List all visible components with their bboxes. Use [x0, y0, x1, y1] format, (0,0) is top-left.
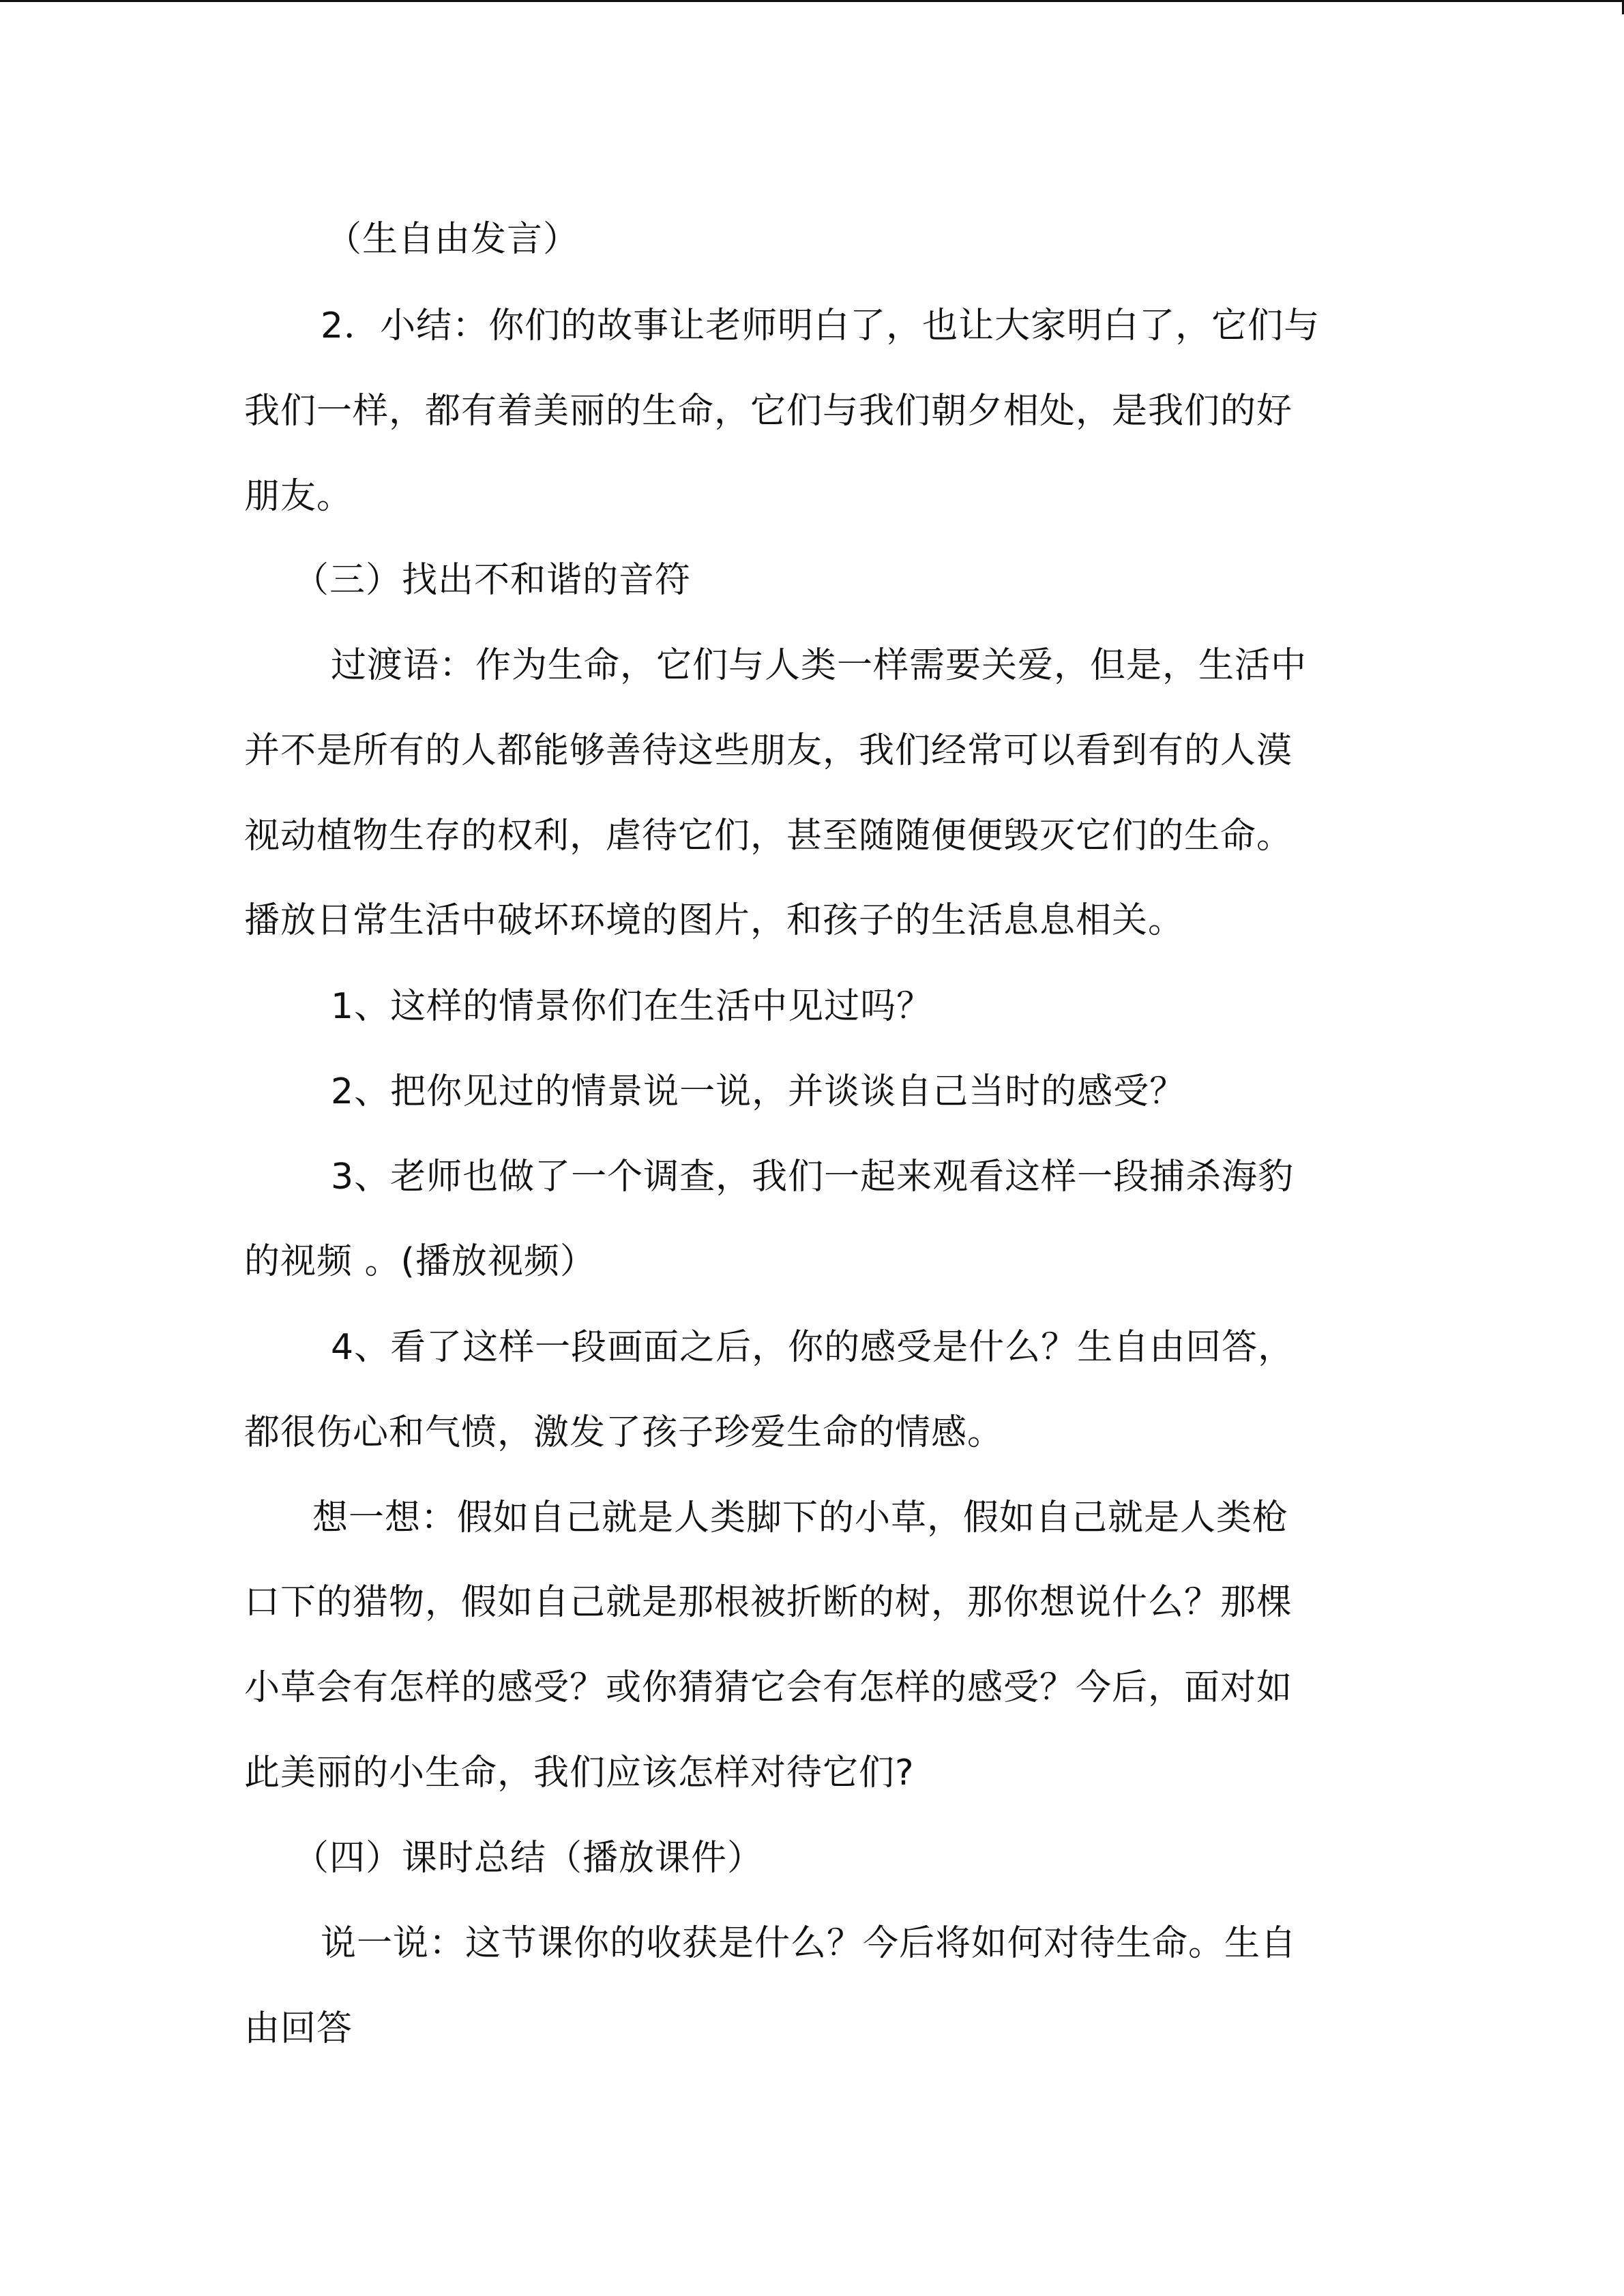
paragraph-line-think-3: 小草会有怎样的感受？或你猜猜它会有怎样的感受？今后，面对如: [244, 1667, 1293, 1708]
paragraph-line-think-2: 口下的猎物，假如自己就是那根被折断的树，那你想说什么？那棵: [244, 1582, 1293, 1623]
paragraph-line-think-1: 想一想：假如自己就是人类脚下的小草，假如自己就是人类枪: [312, 1497, 1289, 1538]
section-heading-three: （三）找出不和谐的音符: [293, 560, 692, 601]
list-item-1: 1、这样的情景你们在生活中见过吗？: [331, 986, 933, 1027]
paragraph-line-discuss-1: 说一说：这节课你的收获是什么？今后将如何对待生命。生自: [321, 1923, 1297, 1964]
list-item-3-line-2: 的视频 。(播放视频）: [244, 1241, 596, 1282]
list-item-4-line-1: 4、看了这样一段画面之后，你的感受是什么？生自由回答，: [331, 1327, 1295, 1368]
paragraph-line-discuss-2: 由回答: [244, 2008, 353, 2049]
paragraph-line-students-speak: （生自由发言）: [326, 219, 580, 260]
paragraph-line-transition-4: 播放日常生活中破坏环境的图片，和孩子的生活息息相关。: [244, 900, 1185, 941]
paragraph-line-think-4: 此美丽的小生命，我们应该怎样对待它们?: [244, 1753, 915, 1793]
paragraph-line-transition-2: 并不是所有的人都能够善待这些朋友，我们经常可以看到有的人漠: [244, 730, 1293, 771]
paragraph-line-transition-1: 过渡语：作为生命，它们与人类一样需要关爱，但是，生活中: [331, 645, 1308, 686]
list-item-2: 2、把你见过的情景说一说，并谈谈自己当时的感受？: [331, 1071, 1186, 1112]
list-item-3-line-1: 3、老师也做了一个调查，我们一起来观看这样一段捕杀海豹: [331, 1157, 1295, 1197]
section-heading-four: （四）课时总结（播放课件）: [293, 1838, 764, 1879]
paragraph-line-summary-2: 我们一样，都有着美丽的生命，它们与我们朝夕相处，是我们的好: [244, 391, 1293, 432]
list-item-4-line-2: 都很伤心和气愤，激发了孩子珍爱生命的情感。: [244, 1412, 1004, 1453]
paragraph-line-summary-3: 朋友。: [244, 476, 353, 517]
paragraph-line-transition-3: 视动植物生存的权利，虐待它们，甚至随随便便毁灭它们的生命。: [244, 816, 1293, 856]
paragraph-line-summary-1: 2．小结：你们的故事让老师明白了，也让大家明白了，它们与: [321, 305, 1320, 346]
